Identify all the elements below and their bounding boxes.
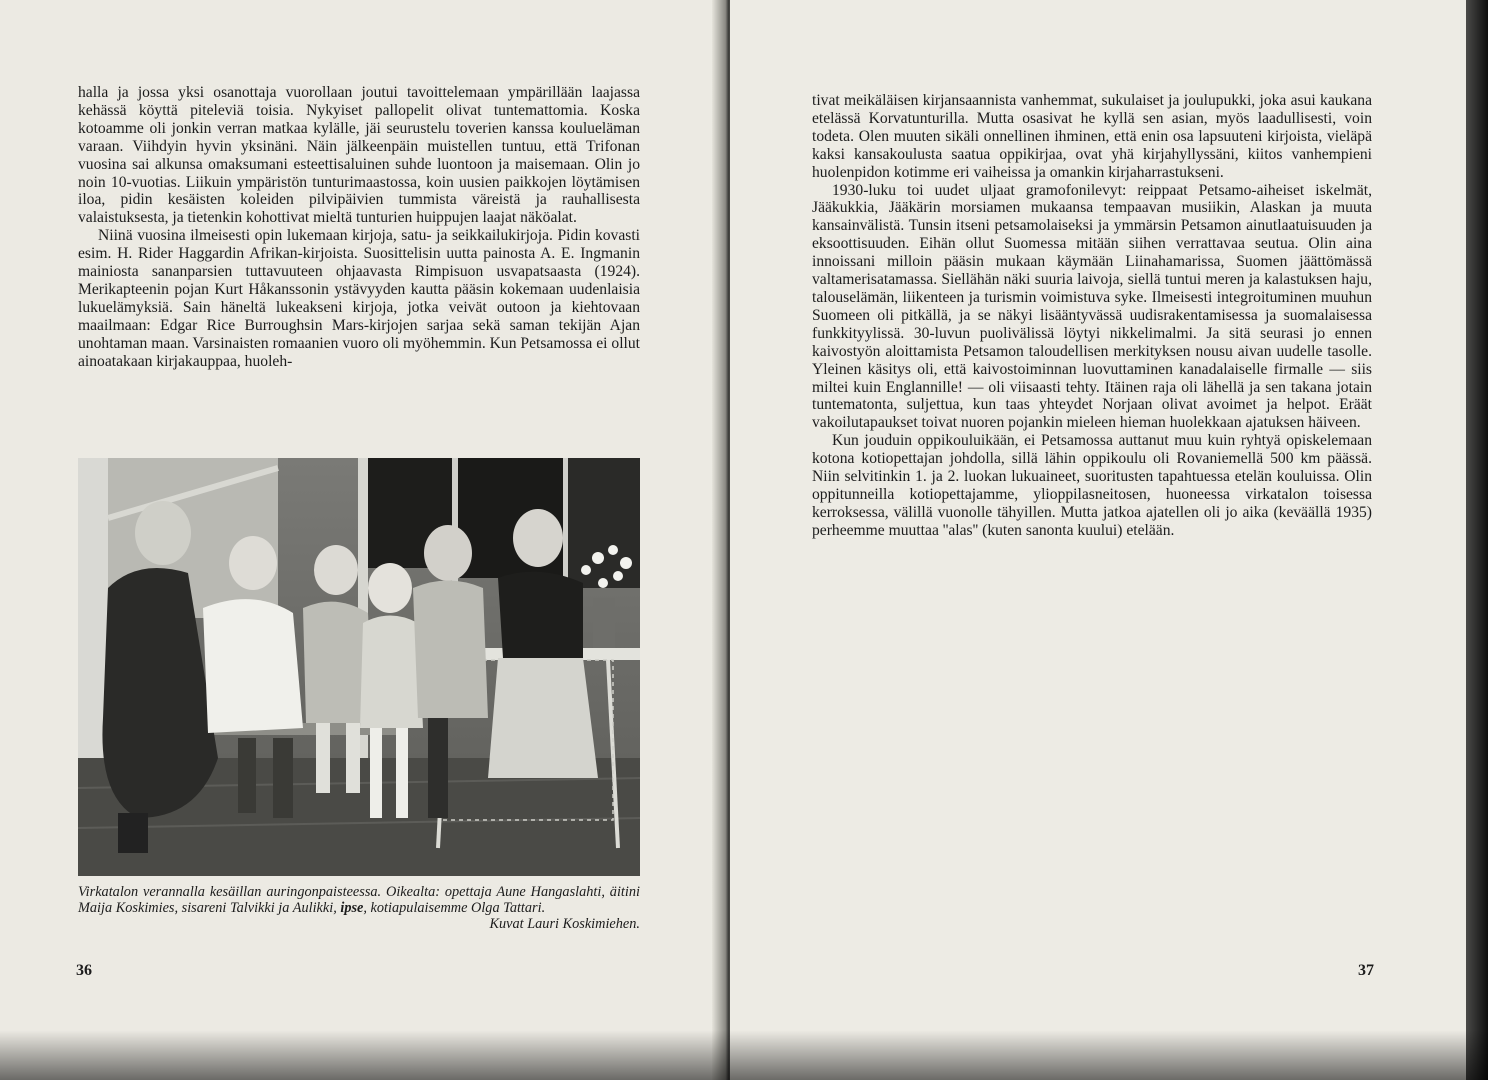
left-page-body xyxy=(78,84,640,371)
book-edge xyxy=(1466,0,1488,1080)
bottom-shadow xyxy=(0,1030,1488,1080)
paragraph: 1930-luku toi uudet uljaat gramofonilevyt: reippaat Petsamo-aiheiset iskelmät, Jääkukkia, Jääkärin morsiamen mukaansa tempaavan musiikin, Alaskan ja muuta kansainvälistä. Tunsin itseni petsamolaiseksi ja ymmärsin Petsamon ainutlaatuisuuden ja eksoottisuuden. Eihän ollut Suomessa mitään siihen verrattavaa seutua. Olin aina innoissani milloin pääsin mukaan käymään Liinahamarissa, Suomen jäättömässä valtamerisatamassa. Siellähän näki suuria laivoja, siellä tuntui meren ja kalastuksen haju, talouselämän, liikenteen ja turismin voimistuva syke. Ilmeisesti integroituminen muuhun Suomeen oli pitkällä, ja se näkyi lisääntyvässä uudisrakentamisessa ja suomalaisessa funkkityylissä. 30-luvun puolivälissä löytyi nikkelimalmi. Ja sitä seurasi jo ennen kaivostyön aloittamista Petsamon taloudellisen merkityksen nousu aivan uudelle tasolle. Yleinen käsitys oli, että kaivostoiminnan luovuttaminen kanadalaiselle firmalle — siis miltei kuin Englannille! — oli viisaasti tehty. Itäinen raja oli lähellä ja sen takana jotain tuntematonta, suljettua, kun taas yhteydet Norjaan olivat avoimet ja helpot. Eräät vakoilutapaukset toivat nuoren pojankin mieleen hieman huolekkaan ajatuksen häiveen. xyxy=(812,181,1372,432)
caption-ipse: ipse xyxy=(340,900,364,916)
paragraph: tivat meikäläisen kirjansaannista vanhemmat, sukulaiset ja joulupukki, joka asui kaukana etelässä Korvatunturilla. Mutta osasivat he kyllä sen asian, myös laadullisesti, voin todeta. Olen muuten sikäli onnellinen ihminen, että enin osa lapsuuteni kirjoista, vieläpä kaksi kansakoulusta saatua oppikirjaa, ovat yhä kirjahyllyssäni, kiitos vanhempieni huolenpidon kotimme eri vaiheissa ja omankin kirjaharrastukseni. xyxy=(812,92,1372,181)
photo-credit: Kuvat Lauri Koskimiehen. xyxy=(489,916,640,932)
left-page xyxy=(0,0,722,1080)
veranda-photo xyxy=(78,458,640,876)
page-number-right: 37 xyxy=(1358,962,1374,979)
right-page xyxy=(730,0,1468,1080)
right-page-body xyxy=(812,92,1372,540)
paragraph: Kun jouduin oppikouluikään, ei Petsamossa auttanut muu kuin ryhtyä opiskelemaan kotona kotiopettajan johdolla, sillä lähin oppikoulu oli Rovaniemellä 500 km päässä. Niin selvitinkin 1. ja 2. luokan lukuaineet, suoritusten tapahtuessa etelän kouluissa. Olin oppitunneilla kotiopettajamme, ylioppilasneitosen, huoneessa virkatalon toisessa kerroksessa, välillä vuonolle tähyillen. Mutta jatkoa ajatellen oli jo aika (keväällä 1935) perheemme muuttaa ''alas'' (kuten sanonta kuului) etelään. xyxy=(812,432,1372,539)
caption-text: Virkatalon verannalla kesäillan auringonpaisteessa. Oikealta: opettaja Aune Hangaslahti, äitini Maija Koskimies, sisareni Talvikki ja Aulikki, xyxy=(78,884,640,916)
photo-caption xyxy=(78,884,640,932)
caption-text-end: , kotiapulaisemme Olga Tattari. xyxy=(363,900,546,916)
page-number-left: 36 xyxy=(76,962,92,979)
paragraph: Niinä vuosina ilmeisesti opin lukemaan kirjoja, satu- ja seikkailukirjoja. Pidin kovasti esim. H. Rider Haggardin Afrikan-kirjoista. Suosittelisin uutta painosta A. E. Ingmanin mainiosta sananparsien tuttavuuteen ohjaavasta Rimpisuon usvapatsaasta (1924). Merikapteenin pojan Kurt Håkanssonin ystävyyden kautta pääsin kokemaan uudenlaisia lukuelämyksiä. Sain häneltä lukeakseni kirjoja, jotka veivät outoon ja kiehtovaan maailmaan: Edgar Rice Burroughsin Mars-kirjojen sarjaa sekä saman tekijän Ajan unohtaman maan. Varsinaisten romaanien vuoro oli myöhemmin. Kun Petsamossa ei ollut ainoatakaan kirjakauppaa, huoleh- xyxy=(78,227,640,370)
paragraph: halla ja jossa yksi osanottaja vuorollaan joutui tavoittelemaan ympärillään laajassa kehässä köyttä piteleviä toisia. Nykyiset pallopelit olivat tuntemattomia. Koska kotoamme oli jonkin verran matkaa kylälle, jäi seurustelu toverien kanssa koulueläman varaan. Viihdyin hyvin yksinäni. Näin jälkeenpäin muistellen tuntuu, että Trifonan vuosina sai alkunsa omaksumani esteettisaluinen suhde luontoon ja maisemaan. Olin jo noin 10-vuotias. Liikuin ympäristön tunturimaastossa, koin uusien paikkojen löytämisen iloa, pidin kesäisten koleiden pilvipäivien tummista väreistä ja rauhallisesta valaistuksesta, ja tietenkin kohottivat mieltä tunturien huippujen laajat näköalat. xyxy=(78,84,640,227)
